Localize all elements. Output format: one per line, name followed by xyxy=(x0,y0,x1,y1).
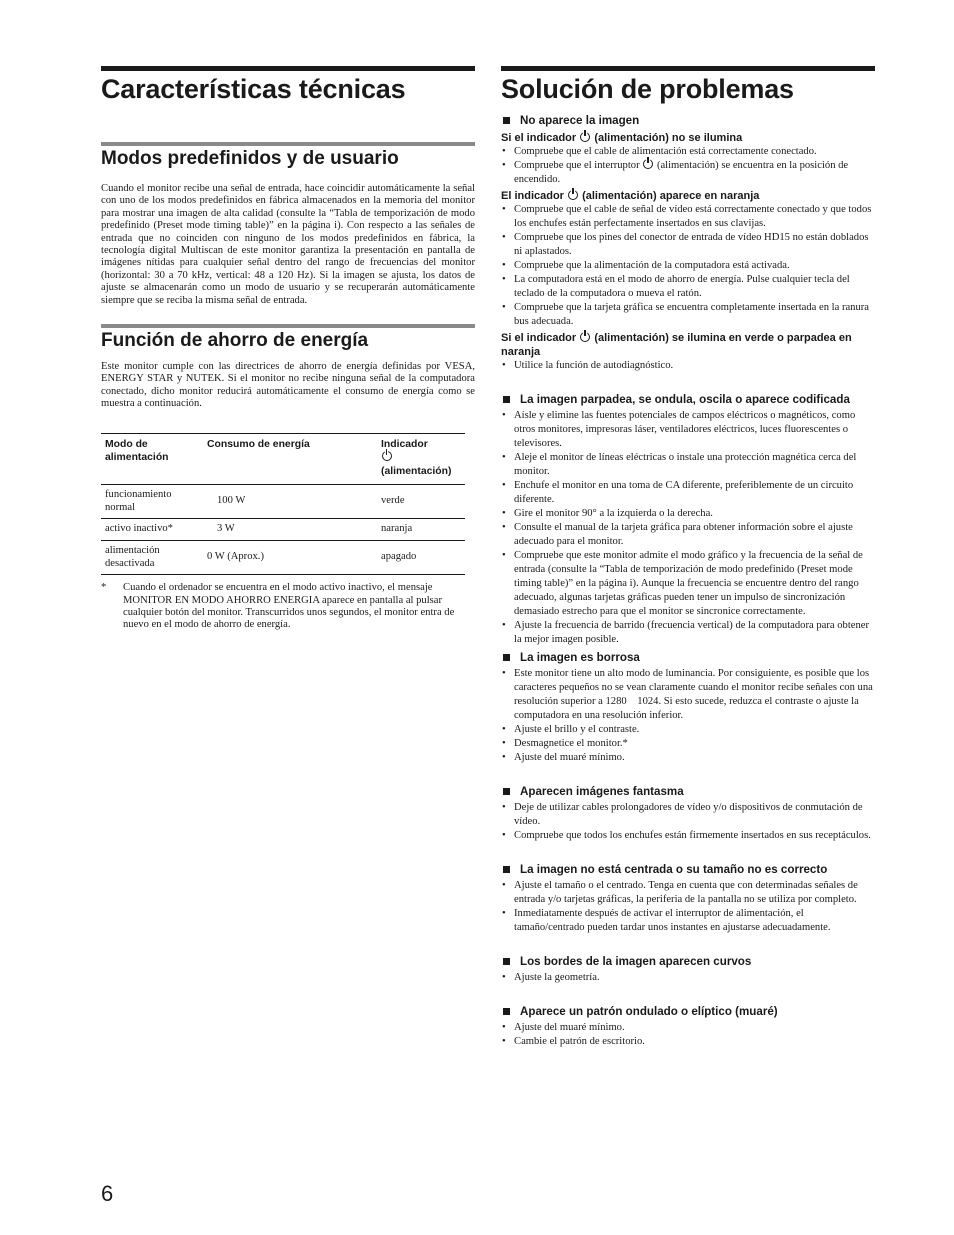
table-cell-mode: alimentación desactivada xyxy=(105,545,160,569)
list-item-text: Ajuste el brillo y el contraste. xyxy=(514,724,640,735)
bullet-list xyxy=(501,879,875,935)
list-item: • Compruebe que este monitor admite el modo gráfico y la frecuencia de la señal de entrada (consulte la “Tabla de temporización de modo predefinido (Preset mode timing table)” en la página i). Aunque la frecuencia se encuentre dentro del rango adecuado, algunas tarjetas gráficas pueden tener un impulso de sincronización demasiado estrecho para que el monitor se sincronice correctamente. xyxy=(501,549,875,619)
list-item: • Cambie el patrón de escritorio. xyxy=(502,1036,645,1047)
page-number: 6 xyxy=(101,1181,114,1206)
list-item-text: Compruebe que la alimentación de la computadora está activada. xyxy=(514,260,790,271)
bullet-list xyxy=(501,667,875,765)
table-cell-mode: funcionamiento normal xyxy=(105,489,172,513)
section-no-image xyxy=(501,114,875,128)
subheading-text: (alimentación) no se ilumina xyxy=(594,132,743,144)
section-heading: Aparece un patrón ondulado o elíptico (muaré) xyxy=(520,1005,778,1018)
bullet-list xyxy=(501,1021,875,1049)
list-item: • Este monitor tiene un alto modo de luminancia. Por consiguiente, es posible que los caracteres pequeños no se vean claramente cuando el monitor recibe señales con una resolución superior a 1280 1024. Si esto sucede, reduzca el contraste o ajuste la computadora en una resolución inferior. xyxy=(502,668,876,721)
list-item-text: Desmagnetice el monitor.* xyxy=(514,738,628,749)
list-item: • Ajuste la geometría. xyxy=(502,972,600,983)
list-item-text: (alimentación) se encuentra en la posición de encendido. xyxy=(514,160,849,185)
square-bullet-icon xyxy=(503,958,510,965)
list-item-text: Compruebe que los pines del conector de entrada de vídeo HD15 no están doblados ni aplastados. xyxy=(514,232,869,257)
header-consumption: Consumo de energía xyxy=(207,438,310,450)
table-cell-consumption: 3 W xyxy=(217,523,235,535)
header-mode: Modo de alimentación xyxy=(105,438,169,464)
footnote xyxy=(101,582,475,632)
list-item-text: Ajuste la frecuencia de barrido (frecuencia vertical) de la computadora para obtener la mejor imagen posible. xyxy=(514,620,869,645)
list-item-text: Gire el monitor 90° a la izquierda o la derecha. xyxy=(514,508,713,519)
list-item: • Gire el monitor 90° a la izquierda o la derecha. xyxy=(502,508,713,519)
section-heading: La imagen es borrosa xyxy=(520,651,640,664)
power-table-header xyxy=(101,433,465,485)
list-item-text: Inmediatamente después de activar el interruptor de alimentación, el tamaño/centrado pueden tardar unos instantes en ajustarse adecuadamente. xyxy=(514,908,831,933)
list-item-text: Ajuste del muaré mínimo. xyxy=(514,1022,625,1033)
table-cell-indicator: naranja xyxy=(381,523,413,535)
right-column xyxy=(501,66,875,1049)
list-item: • La computadora está en el modo de ahorro de energía. Pulse cualquier tecla del teclado de la computadora o mueva el ratón. xyxy=(501,273,875,301)
square-bullet-icon xyxy=(503,1008,510,1015)
power-symbol-icon xyxy=(382,451,392,461)
list-item-text: Consulte el manual de la tarjeta gráfica para obtener información sobre el ajuste adecuado para el monitor. xyxy=(514,522,853,547)
table-cell-consumption: 100 W xyxy=(217,495,246,507)
heading-preset-modes: Modos predefinidos y de usuario xyxy=(101,142,475,171)
list-item-text: Aleje el monitor de líneas eléctricas o instale una protección magnética cerca del monitor. xyxy=(514,452,857,477)
header-indicator xyxy=(377,433,465,485)
page-title-troubleshooting: Solución de problemas xyxy=(501,66,875,105)
list-item: • Ajuste el tamaño o el centrado. Tenga en cuenta que con determinadas señales de entrada y/o tarjetas gráficas, la periferia de la pantalla no se utiliza por completo. xyxy=(501,879,875,907)
list-item-text: Cambie el patrón de escritorio. xyxy=(514,1036,645,1047)
list-item: • Compruebe que el cable de alimentación está correctamente conectado. xyxy=(502,146,817,157)
section-blurry xyxy=(501,651,875,665)
subheading-indicator-green xyxy=(501,331,875,359)
list-item-text: Aísle y elimine las fuentes potenciales de campos eléctricos o magnéticos, como otros monitores, impresoras láser, ventiladores eléctricos, luces fluorescentes o televisores. xyxy=(514,410,856,449)
table-cell-indicator: verde xyxy=(381,495,405,507)
list-item-text: Ajuste del muaré mínimo. xyxy=(514,752,625,763)
list-item: • Ajuste del muaré mínimo. xyxy=(502,1022,625,1033)
subheading-indicator-off xyxy=(501,131,875,145)
left-column xyxy=(101,66,475,632)
table-row xyxy=(101,541,465,575)
section-heading: Aparecen imágenes fantasma xyxy=(520,785,684,798)
subheading-text: El indicador xyxy=(501,190,564,202)
power-symbol-icon xyxy=(580,332,590,342)
list-item: • Inmediatamente después de activar el interruptor de alimentación, el tamaño/centrado pueden tardar unos instantes en ajustarse adecuadamente. xyxy=(501,907,875,935)
list-item: • Compruebe que el interruptor (alimentación) se encuentra en la posición de encendido. xyxy=(502,160,849,185)
section-centering xyxy=(501,863,875,877)
list-item-text: Utilice la función de autodiagnóstico. xyxy=(514,360,674,371)
section-heading: Los bordes de la imagen aparecen curvos xyxy=(520,955,752,968)
footnote-mark: * xyxy=(101,582,107,594)
bullet-list xyxy=(501,359,875,373)
square-bullet-icon xyxy=(503,788,510,795)
square-bullet-icon xyxy=(503,866,510,873)
list-item: • Compruebe que la tarjeta gráfica se encuentra completamente insertada en la ranura bus adecuada. xyxy=(501,301,875,329)
list-item-text: Compruebe que el interruptor xyxy=(514,160,640,171)
list-item-text: La computadora está en el modo de ahorro de energía. Pulse cualquier tecla del teclado de la computadora o mueva el ratón. xyxy=(514,274,850,299)
list-item: • Utilice la función de autodiagnóstico. xyxy=(502,360,674,371)
table-cell-mode: activo inactivo* xyxy=(105,523,173,535)
power-symbol-icon xyxy=(643,159,653,169)
list-item: • Compruebe que la alimentación de la computadora está activada. xyxy=(502,260,790,271)
section-heading: La imagen parpadea, se ondula, oscila o aparece codificada xyxy=(520,393,850,406)
list-item-text: Compruebe que la tarjeta gráfica se encuentra completamente insertada en la ranura bus adecuada. xyxy=(514,302,870,327)
list-item: • Ajuste el brillo y el contraste. xyxy=(502,724,640,735)
section-heading: La imagen no está centrada o su tamaño no es correcto xyxy=(520,863,828,876)
preset-modes-body: Cuando el monitor recibe una señal de entrada, hace coincidir automáticamente la señal con uno de los modos predefinidos en fábrica almacenados en la memoria del monitor para mostrar una imagen de alta calidad (consulte la “Tabla de temporización de modo predefinido (Preset mode timing table)” en la página i). Con respecto a las señales de entrada que no coinciden con ninguno de los modos predefinidos en fábrica, la tecnología digital Multiscan de este monitor garantiza la presentación en pantalla de imágenes nítidas para cualquier señal dentro del rango de frecuencias del monitor (horizontal: 30 a 70 kHz, vertical: 48 a 120 Hz). Si la imagen se ajusta, los datos de ajuste se almacenarán como un modo de usuario y se recuperarán automáticamente siempre que se reciba la misma señal de entrada. xyxy=(101,183,475,306)
section-heading: No aparece la imagen xyxy=(520,114,640,127)
table-cell-indicator: apagado xyxy=(381,551,417,563)
list-item: • Ajuste del muaré mínimo. xyxy=(502,752,625,763)
square-bullet-icon xyxy=(503,396,510,403)
page-title-specifications: Características técnicas xyxy=(101,66,475,105)
list-item-text: Ajuste el tamaño o el centrado. Tenga en cuenta que con determinadas señales de entrada y/o tarjetas gráficas, la periferia de la pantalla no se utiliza por completo. xyxy=(514,880,858,905)
list-item: • Consulte el manual de la tarjeta gráfica para obtener información sobre el ajuste adecuado para el monitor. xyxy=(501,521,875,549)
power-table xyxy=(101,433,465,576)
power-symbol-icon xyxy=(580,132,590,142)
list-item: • Compruebe que el cable de señal de vídeo está correctamente conectado y que todos los enchufes están perfectamente insertados en sus clavijas. xyxy=(501,203,875,231)
list-item-text: Este monitor tiene un alto modo de luminancia. Por consiguiente, es posible que los caracteres pequeños no se vean claramente cuando el monitor recibe señales con una resolución superior a 1280 1024. Si esto sucede, reduzca el contraste o ajuste la computadora en una resolución inferior. xyxy=(514,668,876,721)
bullet-list xyxy=(501,145,875,187)
list-item-text: Compruebe que el cable de señal de vídeo está correctamente conectado y que todos los enchufes están perfectamente insertados en sus clavijas. xyxy=(514,204,872,229)
list-item-text: Enchufe el monitor en una toma de CA diferente, preferiblemente de un circuito diferente. xyxy=(514,480,854,505)
list-item-text: Compruebe que este monitor admite el modo gráfico y la frecuencia de la señal de entrada (consulte la “Tabla de temporización de modo predefinido (Preset mode timing table)” en la página i). Aunque la frecuencia se encuentre dentro del rango adecuado, algunas tarjetas gráficas pueden tener un impulso de sincronización demasiado estrecho para que el monitor se sincronice correctamente. xyxy=(514,550,863,617)
bullet-list xyxy=(501,409,875,647)
subheading-text: (alimentación) aparece en naranja xyxy=(582,190,760,202)
list-item-text: Deje de utilizar cables prolongadores de vídeo y/o dispositivos de conmutación de vídeo. xyxy=(514,802,863,827)
table-cell-consumption: 0 W (Aprox.) xyxy=(207,551,264,563)
section-flicker xyxy=(501,393,875,407)
list-item: • Desmagnetice el monitor.* xyxy=(502,738,628,749)
power-symbol-icon xyxy=(568,190,578,200)
list-item: • Enchufe el monitor en una toma de CA diferente, preferiblemente de un circuito diferente. xyxy=(501,479,875,507)
header-indicator-label: (alimentación) xyxy=(381,465,452,477)
footnote-text: Cuando el ordenador se encuentra en el modo activo inactivo, el mensaje MONITOR EN MODO AHORRO ENERGIA aparece en pantalla al pulsar cualquier botón del monitor. Transcurridos unos segundos, el monitor entra de nuevo en el modo de ahorro de energía. xyxy=(123,582,455,631)
list-item-text: Compruebe que el cable de alimentación está correctamente conectado. xyxy=(514,146,817,157)
subheading-text: Si el indicador xyxy=(501,132,577,144)
subheading-text: Si el indicador xyxy=(501,332,577,344)
list-item: • Compruebe que todos los enchufes están firmemente insertados en sus receptáculos. xyxy=(502,830,871,841)
power-saving-body: Este monitor cumple con las directrices de ahorro de energía definidas por VESA, ENERGY STAR y NUTEK. Si el monitor no recibe ninguna señal de la computadora conectado, dicho monitor reducirá automáticamente el consumo de energía como se muestra a continuación. xyxy=(101,361,475,410)
square-bullet-icon xyxy=(503,654,510,661)
list-item: • Compruebe que los pines del conector de entrada de vídeo HD15 no están doblados ni aplastados. xyxy=(501,231,875,259)
list-item: • Ajuste la frecuencia de barrido (frecuencia vertical) de la computadora para obtener la mejor imagen posible. xyxy=(501,619,875,647)
list-item-text: Ajuste la geometría. xyxy=(514,972,600,983)
square-bullet-icon xyxy=(503,117,510,124)
bullet-list xyxy=(501,203,875,329)
section-moire xyxy=(501,1005,875,1019)
table-row xyxy=(101,485,465,519)
list-item: • Deje de utilizar cables prolongadores de vídeo y/o dispositivos de conmutación de vídeo. xyxy=(501,801,875,829)
table-row xyxy=(101,519,465,541)
bullet-list xyxy=(501,971,875,985)
list-item: • Aísle y elimine las fuentes potenciales de campos eléctricos o magnéticos, como otros monitores, impresoras láser, ventiladores eléctricos, luces fluorescentes o televisores. xyxy=(501,409,875,451)
list-item-text: Compruebe que todos los enchufes están firmemente insertados en sus receptáculos. xyxy=(514,830,871,841)
heading-power-saving: Función de ahorro de energía xyxy=(101,324,475,353)
list-item: • Aleje el monitor de líneas eléctricas o instale una protección magnética cerca del monitor. xyxy=(501,451,875,479)
bullet-list xyxy=(501,801,875,843)
subheading-text: (alimentación) se ilumina en verde o parpadea en naranja xyxy=(501,332,852,358)
header-indicator-word: Indicador xyxy=(381,438,428,450)
section-curved-edges xyxy=(501,955,875,969)
section-ghosting xyxy=(501,785,875,799)
subheading-indicator-orange xyxy=(501,189,875,203)
